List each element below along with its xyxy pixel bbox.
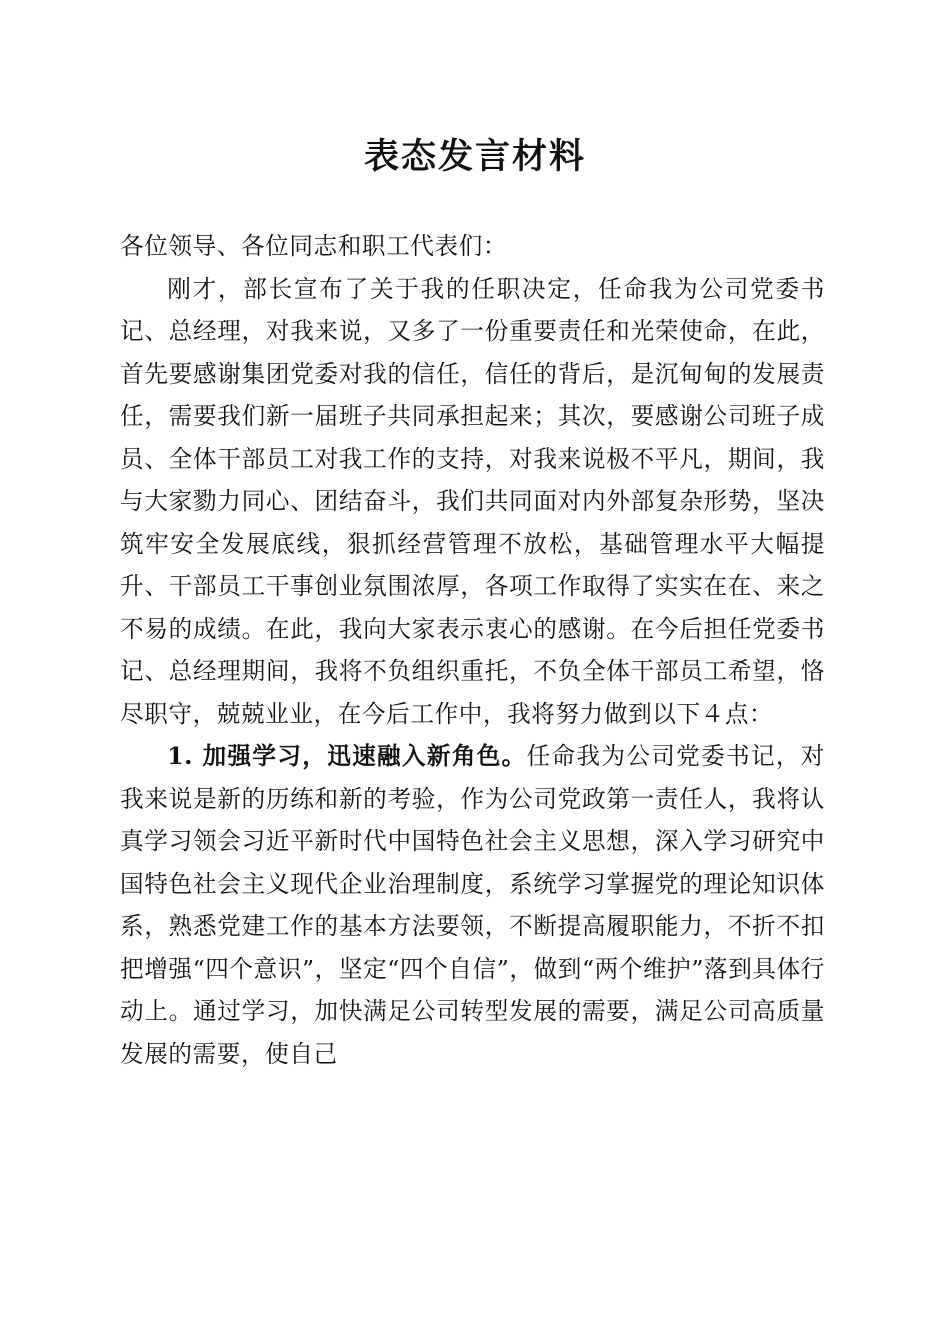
document-body bbox=[120, 225, 825, 1075]
salutation: 各位领导、各位同志和职工代表们： bbox=[120, 232, 508, 260]
paragraph-2-body: 任命我为公司党委书记，对我来说是新的历练和新的考验，作为公司党政第一责任人，我将认真学习领会习近平新时代中国特色社会主义思想，深入学习研究中国特色社会主义现代企业治理制度，系统学习掌握党的理论知识体系，熟悉党建工作的基本方法要领，不断提高履职能力，不折不扣把增强“四个意识”，坚定“四个自信”，做到“两个维护”落到具体行动上。通过学习，加快满足公司转型发展的需要，满足公司高质量发展的需要，使自己 bbox=[120, 742, 826, 1068]
document-title: 表态发言材料 bbox=[363, 136, 586, 177]
paragraph-2 bbox=[120, 735, 825, 1075]
paragraph-2-heading: 1. 加强学习，迅速融入新角色。 bbox=[167, 742, 527, 770]
paragraph-1: 刚才，部长宣布了关于我的任职决定，任命我为公司党委书记、总经理，对我来说，又多了一份重要责任和光荣使命，在此，首先要感谢集团党委对我的信任，信任的背后，是沉甸甸的发展责任，需要我们新一届班子共同承担起来；其次，要感谢公司班子成员、全体干部员工对我工作的支持，对我来说极不平凡，期间，我与大家勠力同心、团结奋斗，我们共同面对内外部复杂形势，坚决筑牢安全发展底线，狠抓经营管理不放松，基础管理水平大幅提升、干部员工干事创业氛围浓厚，各项工作取得了实实在在、来之不易的成绩。在此，我向大家表示衷心的感谢。在今后担任党委书记、总经理期间，我将不负组织重托，不负全体干部员工希望，恪尽职守，兢兢业业，在今后工作中，我将努力做到以下４点： bbox=[120, 274, 825, 728]
